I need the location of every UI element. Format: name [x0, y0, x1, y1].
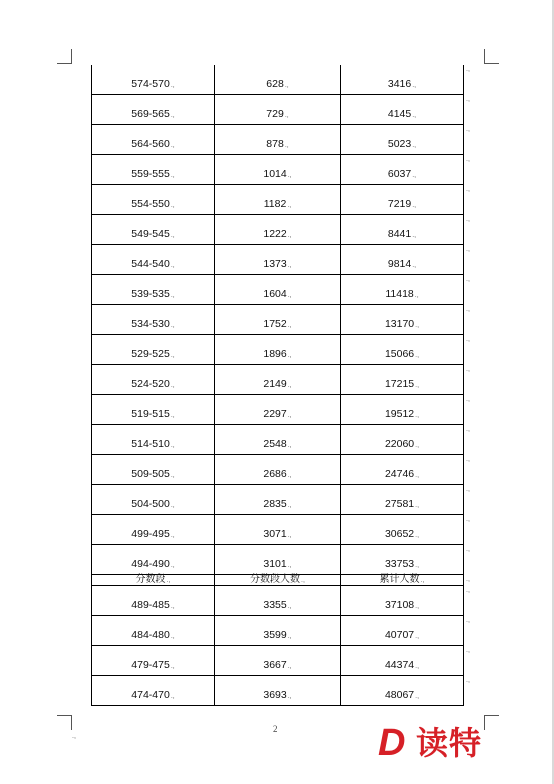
- cell-end-mark: .,: [420, 577, 425, 584]
- cell-text: 9814: [387, 258, 412, 270]
- cell-text: 44374: [384, 659, 415, 671]
- cell-text: 19512: [384, 408, 415, 420]
- cell-end-mark: .,: [287, 502, 292, 509]
- cell-end-mark: .,: [415, 562, 420, 569]
- table-row: [92, 545, 464, 575]
- table-row: [92, 485, 464, 515]
- segment-count-cell: [215, 515, 341, 545]
- segment-count-cell: [215, 646, 341, 676]
- cell-text: 分数段人数: [250, 574, 301, 585]
- segment-count-cell: [215, 545, 341, 575]
- cell-text: 564-560: [131, 138, 170, 150]
- row-end-mark: .,: [466, 125, 470, 133]
- cell-end-mark: .,: [287, 382, 292, 389]
- cell-end-mark: .,: [287, 472, 292, 479]
- cell-text: 30652: [384, 528, 415, 540]
- logo-text: 读特: [416, 724, 483, 762]
- segment-count-cell: [215, 275, 341, 305]
- row-end-mark: .,: [466, 95, 470, 103]
- score-range-cell: [92, 155, 215, 185]
- cumulative-count-cell: [341, 676, 464, 706]
- cell-end-mark: .,: [287, 603, 292, 610]
- cell-end-mark: .,: [287, 352, 292, 359]
- crop-mark-top-left: [57, 49, 72, 64]
- cell-text: 11418: [385, 288, 414, 300]
- row-end-mark: .,: [466, 155, 470, 163]
- cumulative-count-cell: [341, 515, 464, 545]
- segment-count-cell: [215, 616, 341, 646]
- row-end-mark: .,: [466, 395, 470, 403]
- cumulative-count-cell: [341, 545, 464, 575]
- cell-text: 628: [266, 78, 284, 90]
- cell-end-mark: .,: [415, 412, 420, 419]
- segment-count-cell: [215, 425, 341, 455]
- score-distribution-table: [91, 65, 464, 706]
- cell-end-mark: .,: [170, 202, 175, 209]
- cell-end-mark: .,: [284, 82, 289, 89]
- cell-end-mark: .,: [170, 292, 175, 299]
- cumulative-count-cell: [341, 305, 464, 335]
- cell-text: 6037: [387, 168, 412, 180]
- segment-count-cell: [215, 676, 341, 706]
- row-end-mark: .,: [466, 185, 470, 193]
- cumulative-count-cell: [341, 616, 464, 646]
- score-range-cell: [92, 215, 215, 245]
- table-row: [92, 515, 464, 545]
- logo-letter: D: [378, 722, 406, 764]
- cell-text: 3355: [263, 599, 287, 611]
- cell-text: 519-515: [131, 408, 170, 420]
- score-range-cell: [92, 485, 215, 515]
- cell-end-mark: .,: [284, 142, 289, 149]
- segment-count-cell: [215, 155, 341, 185]
- cell-end-mark: .,: [415, 472, 420, 479]
- cell-end-mark: .,: [415, 502, 420, 509]
- row-end-mark: .,: [466, 485, 470, 493]
- table-row: [92, 305, 464, 335]
- cell-text: 3693: [263, 689, 287, 701]
- cell-end-mark: .,: [412, 112, 417, 119]
- cell-end-mark: .,: [170, 472, 175, 479]
- cell-end-mark: .,: [287, 412, 292, 419]
- crop-mark-bottom-left: [57, 715, 72, 730]
- cumulative-count-cell: [341, 125, 464, 155]
- score-range-cell: [92, 455, 215, 485]
- cell-text: 2835: [263, 498, 287, 510]
- cell-end-mark: .,: [170, 412, 175, 419]
- table-row: [92, 275, 464, 305]
- cumulative-count-cell: [341, 185, 464, 215]
- score-range-cell: [92, 676, 215, 706]
- table-row: [92, 425, 464, 455]
- table-row: [92, 395, 464, 425]
- score-range-cell: [92, 305, 215, 335]
- table-body: [92, 65, 464, 706]
- score-range-cell: [92, 395, 215, 425]
- table-row: [92, 335, 464, 365]
- cell-text: 48067: [384, 689, 415, 701]
- cell-text: 489-485: [131, 599, 170, 611]
- cell-text: 484-480: [131, 629, 170, 641]
- cell-text: 40707: [384, 629, 415, 641]
- segment-count-cell: [215, 65, 341, 95]
- cell-text: 24746: [384, 468, 415, 480]
- segment-count-cell: [215, 365, 341, 395]
- cell-text: 4145: [387, 108, 412, 120]
- cell-text: 544-540: [131, 258, 170, 270]
- segment-count-cell: [215, 335, 341, 365]
- score-range-cell: [92, 65, 215, 95]
- row-end-mark: .,: [466, 245, 470, 253]
- cell-text: 22060: [384, 438, 415, 450]
- cell-end-mark: .,: [287, 693, 292, 700]
- cell-text: 33753: [384, 558, 415, 570]
- cell-end-mark: .,: [301, 577, 305, 584]
- cell-end-mark: .,: [170, 112, 175, 119]
- segment-count-cell: [215, 455, 341, 485]
- cell-end-mark: .,: [287, 532, 292, 539]
- score-range-cell: [92, 95, 215, 125]
- segment-count-cell: [215, 245, 341, 275]
- table-row: [92, 95, 464, 125]
- table-header-cell: [215, 575, 341, 586]
- segment-count-cell: [215, 485, 341, 515]
- cell-text: 17215: [384, 378, 415, 390]
- paragraph-mark: .,: [72, 733, 76, 740]
- cell-text: 479-475: [131, 659, 170, 671]
- cell-end-mark: .,: [412, 82, 417, 89]
- cell-end-mark: .,: [170, 262, 175, 269]
- cell-end-mark: .,: [415, 442, 420, 449]
- cell-end-mark: .,: [170, 532, 175, 539]
- table-row: [92, 185, 464, 215]
- cell-text: 8441: [387, 228, 412, 240]
- row-end-mark: .,: [466, 575, 470, 583]
- cell-text: 3416: [387, 78, 412, 90]
- cumulative-count-cell: [341, 65, 464, 95]
- cell-end-mark: .,: [170, 693, 175, 700]
- cell-end-mark: .,: [166, 577, 171, 584]
- cell-text: 27581: [384, 498, 415, 510]
- cumulative-count-cell: [341, 365, 464, 395]
- cumulative-count-cell: [341, 586, 464, 616]
- cell-text: 539-535: [131, 288, 170, 300]
- cell-end-mark: .,: [415, 322, 420, 329]
- cumulative-count-cell: [341, 425, 464, 455]
- cell-text: 1752: [263, 318, 287, 330]
- cell-end-mark: .,: [287, 232, 292, 239]
- row-end-mark: .,: [466, 215, 470, 223]
- segment-count-cell: [215, 395, 341, 425]
- score-range-cell: [92, 365, 215, 395]
- cumulative-count-cell: [341, 485, 464, 515]
- row-end-mark: .,: [466, 305, 470, 313]
- cell-text: 2149: [263, 378, 287, 390]
- cell-end-mark: .,: [415, 663, 420, 670]
- cell-text: 3071: [263, 528, 287, 540]
- cell-text: 2686: [263, 468, 287, 480]
- cell-text: 729: [266, 108, 284, 120]
- row-end-mark: .,: [466, 646, 470, 654]
- cumulative-count-cell: [341, 455, 464, 485]
- cell-text: 13170: [384, 318, 415, 330]
- cell-text: 554-550: [131, 198, 170, 210]
- cell-text: 524-520: [131, 378, 170, 390]
- cell-end-mark: .,: [170, 82, 175, 89]
- cumulative-count-cell: [341, 155, 464, 185]
- table-row: [92, 245, 464, 275]
- cell-text: 574-570: [131, 78, 170, 90]
- table-row: [92, 65, 464, 95]
- cell-text: 5023: [387, 138, 412, 150]
- cell-text: 529-525: [131, 348, 170, 360]
- row-end-mark: .,: [466, 275, 470, 283]
- cell-text: 549-545: [131, 228, 170, 240]
- cell-end-mark: .,: [170, 633, 175, 640]
- cumulative-count-cell: [341, 646, 464, 676]
- score-range-cell: [92, 586, 215, 616]
- cell-text: 3667: [263, 659, 287, 671]
- cumulative-count-cell: [341, 335, 464, 365]
- cell-end-mark: .,: [415, 382, 420, 389]
- score-range-cell: [92, 335, 215, 365]
- cell-end-mark: .,: [412, 232, 417, 239]
- cell-text: 分数段: [135, 574, 166, 585]
- table-row: [92, 646, 464, 676]
- segment-count-cell: [215, 125, 341, 155]
- table-row: [92, 215, 464, 245]
- segment-count-cell: [215, 185, 341, 215]
- cell-end-mark: .,: [414, 292, 419, 299]
- cell-text: 1014: [263, 168, 287, 180]
- cell-text: 514-510: [131, 438, 170, 450]
- cell-end-mark: .,: [170, 232, 175, 239]
- cell-text: 2297: [263, 408, 287, 420]
- cell-end-mark: .,: [287, 262, 292, 269]
- cell-text: 878: [266, 138, 284, 150]
- cell-end-mark: .,: [170, 442, 175, 449]
- score-range-cell: [92, 125, 215, 155]
- cell-end-mark: .,: [412, 202, 417, 209]
- cell-text: 534-530: [131, 318, 170, 330]
- cell-end-mark: .,: [170, 382, 175, 389]
- cell-text: 494-490: [131, 558, 170, 570]
- table-row: [92, 125, 464, 155]
- cell-end-mark: .,: [287, 562, 292, 569]
- cell-end-mark: .,: [170, 352, 175, 359]
- cell-text: 3599: [263, 629, 287, 641]
- table-header-row: [92, 575, 464, 586]
- cell-text: 499-495: [131, 528, 170, 540]
- cell-end-mark: .,: [412, 172, 417, 179]
- segment-count-cell: [215, 305, 341, 335]
- cell-end-mark: .,: [287, 202, 292, 209]
- cell-text: 504-500: [131, 498, 170, 510]
- row-end-mark: .,: [466, 676, 470, 684]
- score-range-cell: [92, 515, 215, 545]
- cell-end-mark: .,: [415, 532, 420, 539]
- table-header-cell: [341, 575, 464, 586]
- cell-end-mark: .,: [287, 172, 292, 179]
- cumulative-count-cell: [341, 95, 464, 125]
- row-end-mark: .,: [466, 455, 470, 463]
- cell-end-mark: .,: [287, 663, 292, 670]
- cell-text: 2548: [263, 438, 287, 450]
- cell-end-mark: .,: [170, 502, 175, 509]
- cell-text: 37108: [384, 599, 415, 611]
- table-row: [92, 616, 464, 646]
- cell-text: 15066: [384, 348, 415, 360]
- cell-text: 569-565: [131, 108, 170, 120]
- row-end-mark: .,: [466, 425, 470, 433]
- cell-end-mark: .,: [415, 603, 420, 610]
- cell-text: 474-470: [131, 689, 170, 701]
- cell-end-mark: .,: [287, 442, 292, 449]
- cell-text: 509-505: [131, 468, 170, 480]
- cell-text: 7219: [387, 198, 412, 210]
- row-end-mark: .,: [466, 616, 470, 624]
- cumulative-count-cell: [341, 275, 464, 305]
- cell-text: 559-555: [131, 168, 170, 180]
- cumulative-count-cell: [341, 215, 464, 245]
- dute-logo: [378, 722, 508, 768]
- score-range-cell: [92, 616, 215, 646]
- score-range-cell: [92, 545, 215, 575]
- score-range-cell: [92, 425, 215, 455]
- cell-end-mark: .,: [287, 322, 292, 329]
- cell-text: 1604: [263, 288, 287, 300]
- segment-count-cell: [215, 215, 341, 245]
- row-end-mark: .,: [466, 586, 470, 594]
- cumulative-count-cell: [341, 395, 464, 425]
- cell-end-mark: .,: [415, 693, 420, 700]
- cell-text: 1896: [263, 348, 287, 360]
- cell-end-mark: .,: [287, 292, 292, 299]
- table-row: [92, 455, 464, 485]
- table-row: [92, 365, 464, 395]
- row-end-mark: .,: [466, 66, 470, 73]
- cell-end-mark: .,: [170, 562, 175, 569]
- cell-end-mark: .,: [170, 142, 175, 149]
- crop-mark-top-right: [484, 49, 499, 64]
- row-end-mark: .,: [466, 515, 470, 523]
- cell-text: 1373: [263, 258, 287, 270]
- cell-end-mark: .,: [412, 262, 417, 269]
- cell-text: 1222: [263, 228, 287, 240]
- table-header-cell: [92, 575, 215, 586]
- table-row: [92, 676, 464, 706]
- score-range-cell: [92, 245, 215, 275]
- table-row: [92, 586, 464, 616]
- score-range-cell: [92, 275, 215, 305]
- segment-count-cell: [215, 586, 341, 616]
- cell-end-mark: .,: [284, 112, 289, 119]
- row-end-mark: .,: [466, 545, 470, 553]
- cell-text: 3101: [263, 558, 287, 570]
- cell-end-mark: .,: [415, 633, 420, 640]
- cell-end-mark: .,: [412, 142, 417, 149]
- cell-text: 累计人数: [379, 574, 420, 585]
- cell-end-mark: .,: [170, 322, 175, 329]
- cell-end-mark: .,: [415, 352, 420, 359]
- cell-end-mark: .,: [170, 603, 175, 610]
- cumulative-count-cell: [341, 245, 464, 275]
- cell-text: 1182: [263, 198, 287, 210]
- score-range-cell: [92, 185, 215, 215]
- score-range-cell: [92, 646, 215, 676]
- cell-end-mark: .,: [170, 663, 175, 670]
- row-end-mark: .,: [466, 365, 470, 373]
- page-number: 2: [273, 724, 278, 734]
- cell-end-mark: .,: [170, 172, 175, 179]
- cell-end-mark: .,: [287, 633, 292, 640]
- table-row: [92, 155, 464, 185]
- row-end-mark: .,: [466, 335, 470, 343]
- segment-count-cell: [215, 95, 341, 125]
